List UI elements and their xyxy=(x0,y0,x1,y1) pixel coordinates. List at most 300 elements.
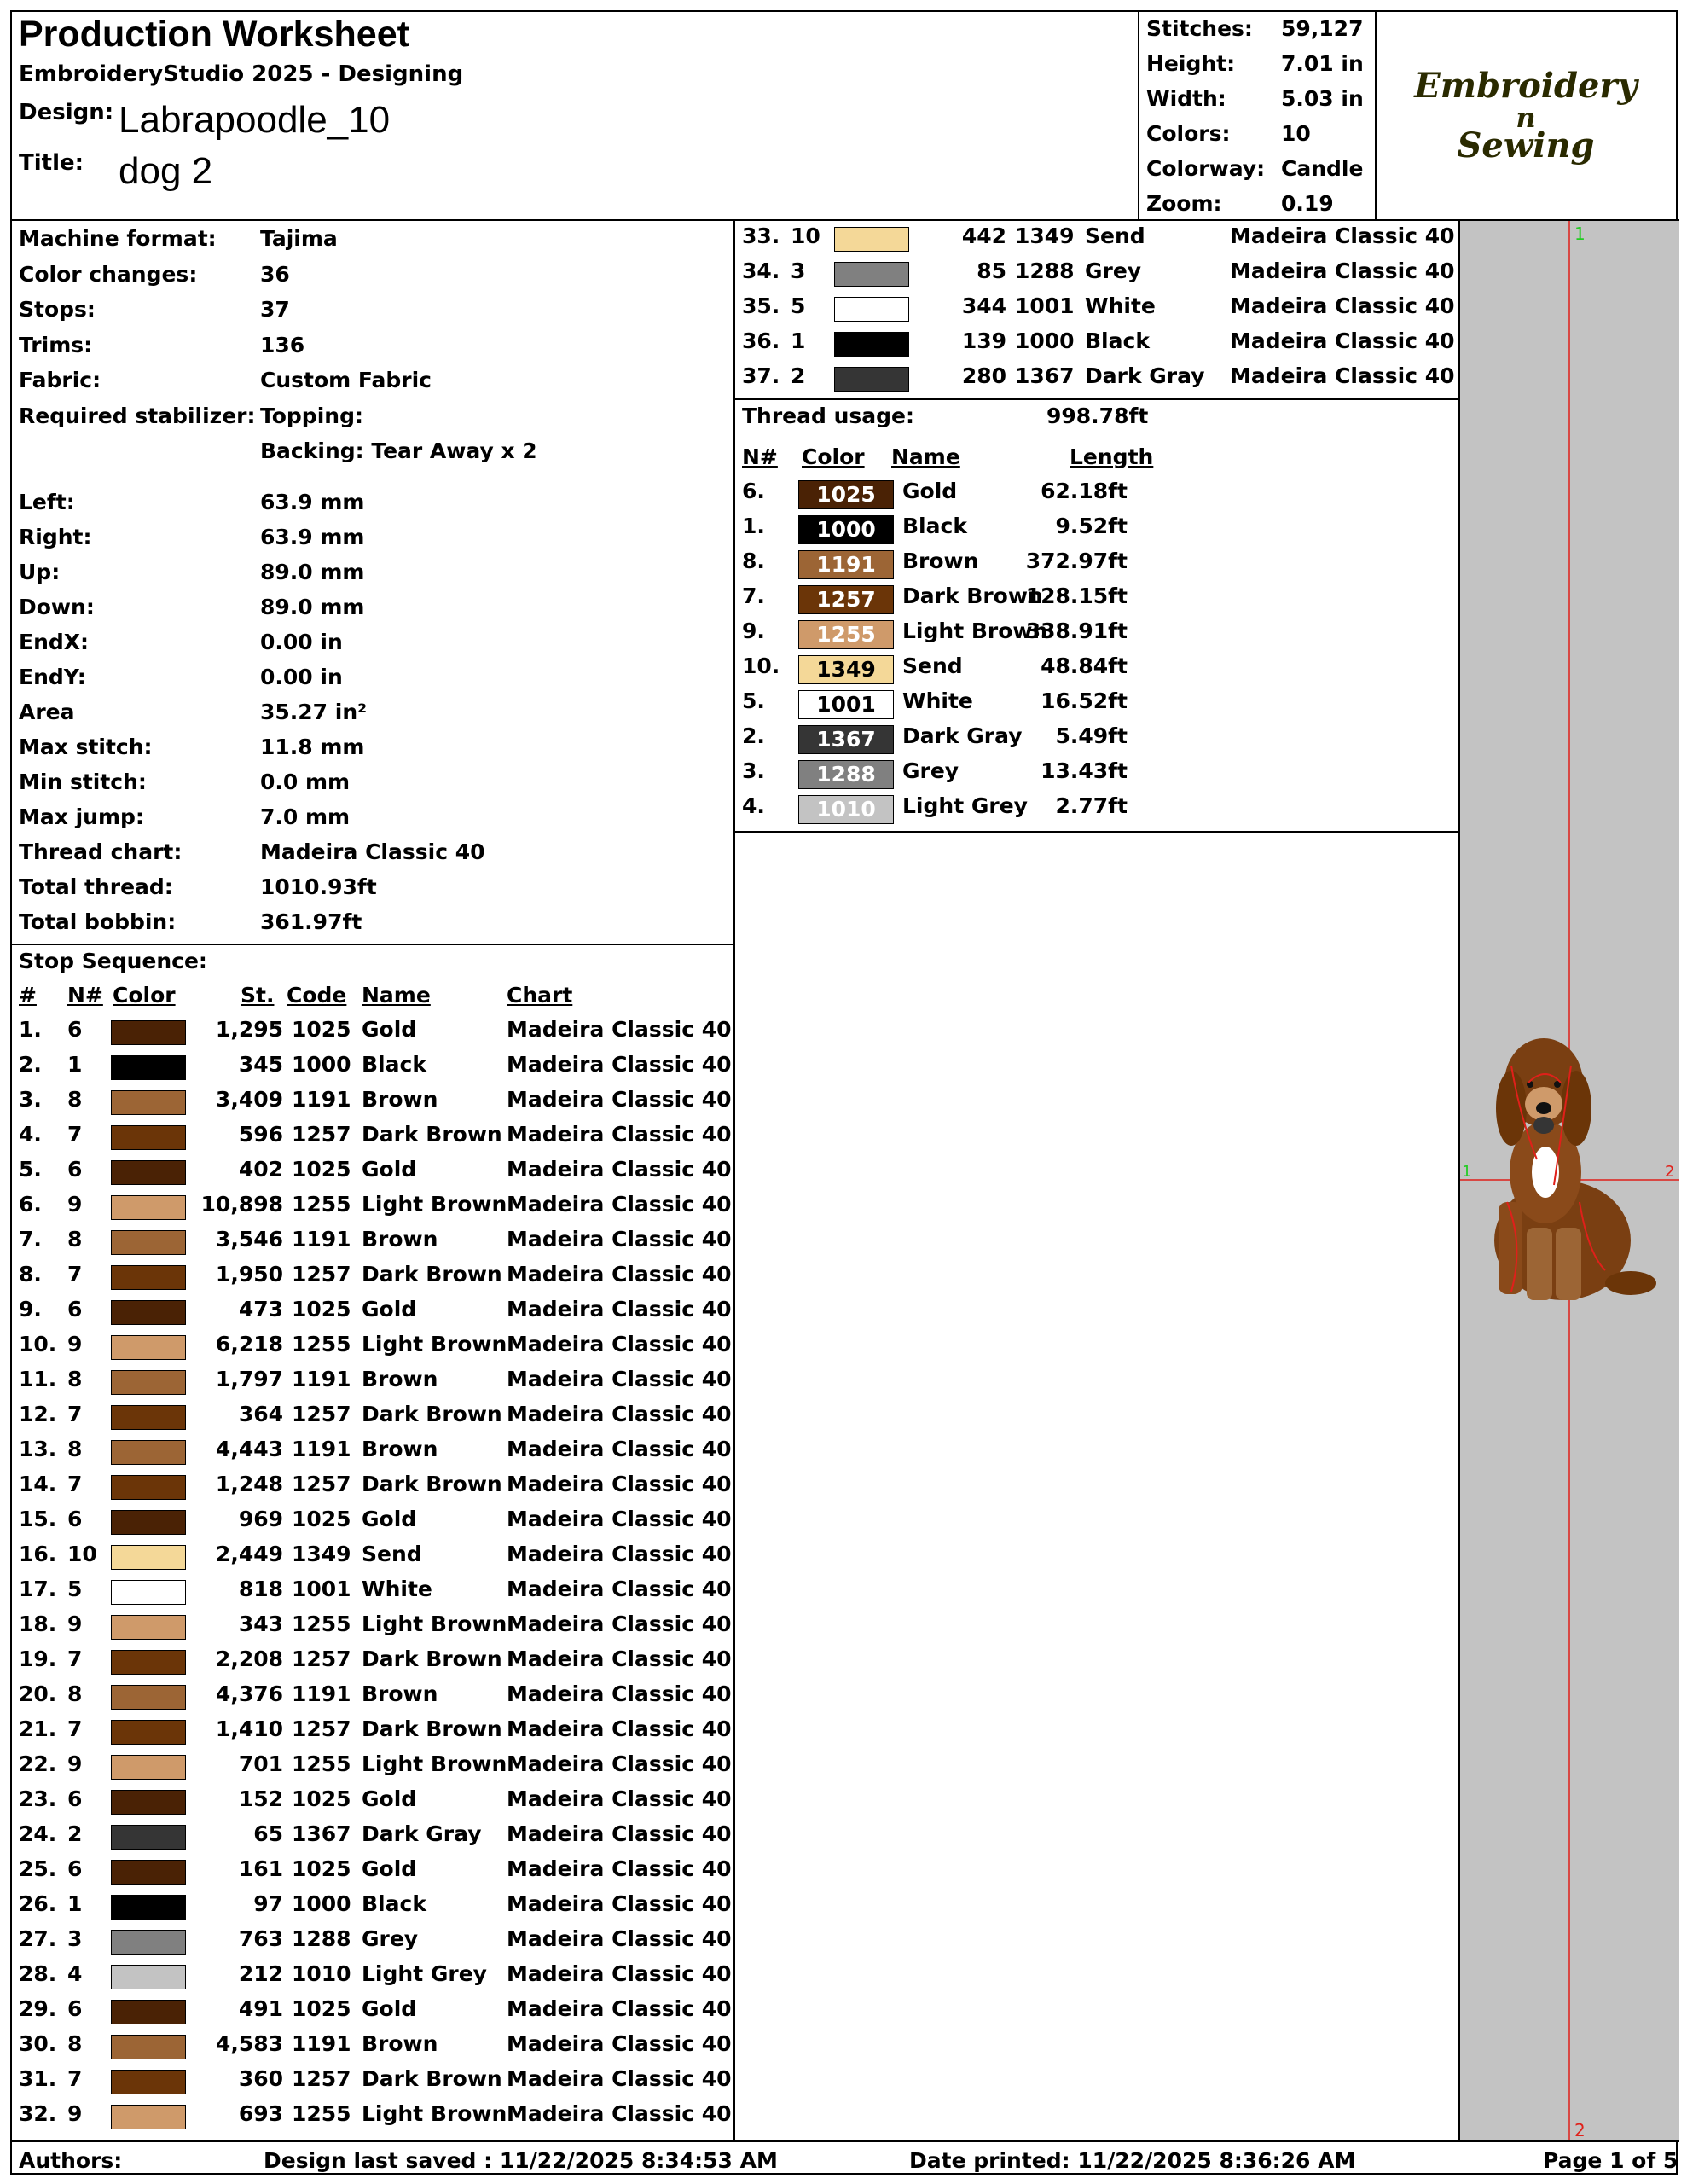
stop-color-swatch xyxy=(111,2035,186,2059)
stop-name: Light Brown xyxy=(362,1612,507,1636)
stop-stitches: 345 xyxy=(238,1052,283,1077)
stop-color-swatch xyxy=(834,332,909,357)
stat-value: 5.03 in xyxy=(1281,86,1364,111)
stop-needle: 6 xyxy=(67,1017,83,1042)
stop-code: 1191 xyxy=(292,1227,351,1252)
property-row xyxy=(19,874,727,909)
stop-needle: 8 xyxy=(67,1682,83,1706)
property-row xyxy=(19,368,727,402)
property-value: 136 xyxy=(260,332,305,357)
stop-row xyxy=(12,1961,733,1996)
stop-index: 18. xyxy=(19,1612,57,1636)
property-label: Machine format: xyxy=(19,226,217,251)
thread-row xyxy=(735,514,1457,549)
stop-name: White xyxy=(362,1577,432,1601)
stop-stitches: 3,409 xyxy=(215,1087,283,1112)
stop-needle: 7 xyxy=(67,1402,83,1426)
stop-sequence-heading-text: Stop Sequence: xyxy=(19,949,207,973)
stop-code: 1257 xyxy=(292,1402,351,1426)
section-divider xyxy=(12,944,733,945)
stop-code: 1025 xyxy=(292,1786,351,1811)
thread-needle: 2. xyxy=(742,723,765,748)
property-label: Down: xyxy=(19,595,95,619)
stop-index: 12. xyxy=(19,1402,57,1426)
stop-row xyxy=(12,1017,733,1052)
stop-chart: Madeira Classic 40 xyxy=(1230,328,1455,353)
thread-name: Grey xyxy=(902,758,959,783)
stop-needle: 8 xyxy=(67,1087,83,1112)
property-label: Area xyxy=(19,700,75,724)
stop-stitches: 1,797 xyxy=(215,1367,283,1391)
stop-needle: 1 xyxy=(67,1052,83,1077)
stop-row xyxy=(12,1507,733,1542)
thread-color-badge: 1001 xyxy=(798,690,894,719)
stop-chart: Madeira Classic 40 xyxy=(507,1996,732,2021)
stop-row xyxy=(12,1472,733,1507)
property-row xyxy=(19,490,727,524)
stop-needle: 6 xyxy=(67,1856,83,1881)
stop-needle: 5 xyxy=(791,293,806,318)
stop-index: 19. xyxy=(19,1647,57,1671)
stat-label: Zoom: xyxy=(1146,191,1222,216)
property-value: Topping: xyxy=(260,403,363,428)
thread-usage-column xyxy=(735,221,1460,2140)
stop-index: 30. xyxy=(19,2031,57,2056)
stop-color-swatch xyxy=(111,1790,186,1815)
stop-code: 1191 xyxy=(292,2031,351,2056)
stop-stitches: 139 xyxy=(961,328,1006,353)
stop-color-swatch xyxy=(111,1545,186,1570)
worksheet-footer xyxy=(12,2140,1679,2176)
thread-name: Light Brown xyxy=(902,619,1048,643)
thread-needle: 9. xyxy=(742,619,765,643)
stop-color-swatch xyxy=(111,1510,186,1535)
stop-code: 1257 xyxy=(292,1262,351,1287)
thread-row xyxy=(735,584,1457,619)
stop-code: 1255 xyxy=(292,1192,351,1217)
stop-code: 1288 xyxy=(292,1926,351,1951)
property-value: 36 xyxy=(260,261,290,287)
stop-index: 9. xyxy=(19,1297,42,1321)
thread-color-badge: 1010 xyxy=(798,795,894,824)
worksheet-header xyxy=(12,12,1679,221)
thread-length: 5.49ft xyxy=(1055,723,1128,748)
property-value: Madeira Classic 40 xyxy=(260,839,485,864)
property-label: EndY: xyxy=(19,665,86,689)
stop-row xyxy=(12,1332,733,1367)
property-row xyxy=(19,770,727,804)
preview-canvas xyxy=(1460,221,1679,2140)
stop-color-swatch xyxy=(111,1230,186,1255)
property-value: Tajima xyxy=(260,226,338,251)
stop-color-swatch xyxy=(111,1580,186,1605)
preview-right-marker: 2 xyxy=(1665,1163,1675,1181)
stop-color-swatch xyxy=(111,1650,186,1675)
stop-code: 1025 xyxy=(292,1507,351,1531)
property-row xyxy=(19,333,727,367)
thread-color-badge: 1349 xyxy=(798,655,894,684)
property-value: 37 xyxy=(260,297,290,322)
thread-length: 13.43ft xyxy=(1041,758,1128,783)
stop-row xyxy=(12,1856,733,1891)
property-row xyxy=(19,297,727,331)
stop-row xyxy=(12,1297,733,1332)
stop-row xyxy=(12,1402,733,1437)
thread-row xyxy=(735,619,1457,653)
stop-code: 1257 xyxy=(292,1647,351,1671)
stop-code: 1191 xyxy=(292,1682,351,1706)
thread-name: Brown xyxy=(902,549,979,573)
stop-code: 1255 xyxy=(292,1612,351,1636)
stop-name: Dark Brown xyxy=(362,1402,502,1426)
stop-name: Dark Gray xyxy=(1085,363,1205,388)
stop-code: 1010 xyxy=(292,1961,351,1986)
stop-chart: Madeira Classic 40 xyxy=(507,1087,732,1112)
stop-color-swatch xyxy=(111,1300,186,1325)
worksheet-title: Production Worksheet xyxy=(19,14,409,55)
stat-label: Colorway: xyxy=(1146,156,1266,181)
stop-color-swatch xyxy=(111,1475,186,1500)
stop-code: 1349 xyxy=(1015,224,1075,248)
stop-chart: Madeira Classic 40 xyxy=(507,1297,732,1321)
property-row xyxy=(19,630,727,664)
stat-label: Colors: xyxy=(1146,121,1231,146)
stop-row xyxy=(12,2066,733,2101)
stop-stitches: 152 xyxy=(238,1786,283,1811)
stop-row xyxy=(12,2101,733,2136)
stop-row xyxy=(12,1751,733,1786)
stop-name: Light Brown xyxy=(362,2101,507,2126)
stop-needle: 6 xyxy=(67,1786,83,1811)
stop-row xyxy=(12,1647,733,1682)
stop-stitches: 360 xyxy=(238,2066,283,2091)
property-value: 0.0 mm xyxy=(260,770,351,794)
stop-color-swatch xyxy=(111,1440,186,1465)
stop-code: 1001 xyxy=(1015,293,1075,318)
stop-color-swatch xyxy=(111,1055,186,1080)
stop-needle: 8 xyxy=(67,2031,83,2056)
stop-color-swatch xyxy=(111,1895,186,1920)
stop-name: Grey xyxy=(362,1926,419,1951)
stop-code: 1255 xyxy=(292,2101,351,2126)
stop-color-swatch xyxy=(834,262,909,287)
stop-chart: Madeira Classic 40 xyxy=(507,1332,732,1356)
stop-chart: Madeira Classic 40 xyxy=(507,1786,732,1811)
thread-row xyxy=(735,793,1457,828)
stop-name: Gold xyxy=(362,1297,417,1321)
stop-name: Brown xyxy=(362,1227,438,1252)
stop-color-swatch xyxy=(834,297,909,322)
stop-row xyxy=(12,1367,733,1402)
stop-code: 1000 xyxy=(292,1891,351,1916)
property-row xyxy=(19,735,727,769)
production-worksheet xyxy=(10,10,1678,2175)
stop-row xyxy=(12,1996,733,2031)
stat-value: Candle xyxy=(1281,156,1364,181)
thread-length: 48.84ft xyxy=(1041,653,1128,678)
property-row xyxy=(19,804,727,839)
stop-needle: 10 xyxy=(67,1542,97,1566)
stop-color-swatch xyxy=(111,1825,186,1850)
stop-col-color: Color xyxy=(113,983,176,1008)
thread-needle: 3. xyxy=(742,758,765,783)
stop-name: Black xyxy=(362,1052,426,1077)
stop-row xyxy=(12,1227,733,1262)
stop-index: 27. xyxy=(19,1926,57,1951)
stop-needle: 4 xyxy=(67,1961,83,1986)
stop-chart: Madeira Classic 40 xyxy=(507,2101,732,2126)
stop-index: 34. xyxy=(742,258,780,283)
thread-col-color: Color xyxy=(802,444,865,469)
stop-chart: Madeira Classic 40 xyxy=(507,1157,732,1182)
stop-row xyxy=(12,1052,733,1087)
stop-row xyxy=(12,1122,733,1157)
stop-stitches: 280 xyxy=(961,363,1006,388)
stop-needle: 8 xyxy=(67,1367,83,1391)
stop-row xyxy=(12,1192,733,1227)
stop-code: 1257 xyxy=(292,1716,351,1741)
logo-mark xyxy=(1377,12,1679,221)
stop-name: Gold xyxy=(362,1507,417,1531)
stop-needle: 6 xyxy=(67,1507,83,1531)
stop-needle: 7 xyxy=(67,1716,83,1741)
stop-index: 13. xyxy=(19,1437,57,1461)
stop-name: Send xyxy=(1085,224,1145,248)
stop-index: 5. xyxy=(19,1157,42,1182)
property-value: 35.27 in² xyxy=(260,700,368,724)
stop-code: 1025 xyxy=(292,1297,351,1321)
stop-color-swatch xyxy=(111,1965,186,1989)
stop-code: 1255 xyxy=(292,1332,351,1356)
logo-line-2: n xyxy=(1516,102,1536,134)
thread-col-name: Name xyxy=(891,444,960,469)
stop-needle: 1 xyxy=(791,328,806,353)
stop-code: 1025 xyxy=(292,1856,351,1881)
stop-chart: Madeira Classic 40 xyxy=(1230,258,1455,283)
logo-line-3: Sewing xyxy=(1457,125,1595,166)
property-row xyxy=(19,909,727,944)
stop-chart: Madeira Classic 40 xyxy=(507,1891,732,1916)
stop-stitches: 344 xyxy=(961,293,1006,318)
stop-index: 8. xyxy=(19,1262,42,1287)
stop-row xyxy=(12,1542,733,1577)
stat-label: Height: xyxy=(1146,51,1236,76)
stop-needle: 9 xyxy=(67,2101,83,2126)
property-value: 63.9 mm xyxy=(260,490,365,514)
stop-name: Gold xyxy=(362,1856,417,1881)
stop-needle: 3 xyxy=(791,258,806,283)
thread-length: 62.18ft xyxy=(1041,479,1128,503)
stop-chart: Madeira Classic 40 xyxy=(507,1577,732,1601)
stop-chart: Madeira Classic 40 xyxy=(507,1926,732,1951)
stop-stitches: 3,546 xyxy=(215,1227,283,1252)
stop-col-num: # xyxy=(19,983,37,1008)
stop-chart: Madeira Classic 40 xyxy=(507,1227,732,1252)
stop-code: 1025 xyxy=(292,1157,351,1182)
stop-index: 6. xyxy=(19,1192,42,1217)
property-value: 63.9 mm xyxy=(260,525,365,549)
property-label: Stops: xyxy=(19,297,96,322)
stop-code: 1191 xyxy=(292,1087,351,1112)
stop-row xyxy=(12,1716,733,1751)
stop-chart: Madeira Classic 40 xyxy=(507,1961,732,1986)
thread-name: White xyxy=(902,688,973,713)
stop-chart: Madeira Classic 40 xyxy=(507,2066,732,2091)
stop-name: Light Grey xyxy=(362,1961,487,1986)
stop-index: 11. xyxy=(19,1367,57,1391)
page-number: Page 1 of 5 xyxy=(1543,2148,1678,2173)
stop-needle: 5 xyxy=(67,1577,83,1601)
stop-chart: Madeira Classic 40 xyxy=(507,2031,732,2056)
stat-value: 10 xyxy=(1281,121,1311,146)
stop-needle: 9 xyxy=(67,1612,83,1636)
property-label: Max stitch: xyxy=(19,735,153,759)
stop-index: 14. xyxy=(19,1472,57,1496)
stop-stitches: 212 xyxy=(238,1961,283,1986)
thread-needle: 5. xyxy=(742,688,765,713)
stop-chart: Madeira Classic 40 xyxy=(507,1716,732,1741)
stop-stitches: 596 xyxy=(238,1122,283,1147)
stop-name: Gold xyxy=(362,1786,417,1811)
thread-length: 2.77ft xyxy=(1055,793,1128,818)
stat-row xyxy=(1146,156,1368,191)
stop-code: 1191 xyxy=(292,1437,351,1461)
stop-chart: Madeira Classic 40 xyxy=(507,1542,732,1566)
property-row xyxy=(19,839,727,874)
stop-index: 37. xyxy=(742,363,780,388)
thread-color-badge: 1000 xyxy=(798,515,894,544)
stop-name: Brown xyxy=(362,1437,438,1461)
stop-chart: Madeira Classic 40 xyxy=(507,1437,732,1461)
title-value: dog 2 xyxy=(119,150,213,192)
thread-needle: 10. xyxy=(742,653,780,678)
stop-stitches: 10,898 xyxy=(200,1192,283,1217)
property-value: 89.0 mm xyxy=(260,595,365,619)
stop-chart: Madeira Classic 40 xyxy=(1230,224,1455,248)
stop-stitches: 85 xyxy=(977,258,1006,283)
thread-length: 9.52ft xyxy=(1055,514,1128,538)
stop-name: Light Brown xyxy=(362,1332,507,1356)
stat-row xyxy=(1146,51,1368,86)
stop-row xyxy=(735,224,1457,258)
stop-needle: 6 xyxy=(67,1157,83,1182)
thread-name: Gold xyxy=(902,479,958,503)
stop-color-swatch xyxy=(111,2105,186,2129)
thread-length: 128.15ft xyxy=(1025,584,1128,608)
stop-name: Dark Brown xyxy=(362,1472,502,1496)
stop-needle: 7 xyxy=(67,1122,83,1147)
thread-color-badge: 1255 xyxy=(798,620,894,649)
stop-name: Send xyxy=(362,1542,422,1566)
stop-code: 1025 xyxy=(292,1996,351,2021)
thread-length: 338.91ft xyxy=(1025,619,1128,643)
stop-needle: 8 xyxy=(67,1437,83,1461)
stop-needle: 1 xyxy=(67,1891,83,1916)
thread-row xyxy=(735,549,1457,584)
stop-stitches: 442 xyxy=(961,224,1006,248)
design-preview xyxy=(1460,221,1679,2140)
thread-row xyxy=(735,479,1457,514)
design-last-saved: Design last saved : 11/22/2025 8:34:53 AM xyxy=(264,2148,778,2173)
stop-stitches: 402 xyxy=(238,1157,283,1182)
stop-chart: Madeira Classic 40 xyxy=(507,1821,732,1846)
thread-name: Send xyxy=(902,653,963,678)
stop-color-swatch xyxy=(111,1685,186,1710)
section-divider xyxy=(735,831,1458,833)
stop-code: 1255 xyxy=(292,1751,351,1776)
thread-needle: 8. xyxy=(742,549,765,573)
stop-row xyxy=(12,1087,733,1122)
thread-row xyxy=(735,723,1457,758)
stop-color-swatch xyxy=(111,1335,186,1360)
stop-chart: Madeira Classic 40 xyxy=(507,1052,732,1077)
thread-row xyxy=(735,688,1457,723)
stop-color-swatch xyxy=(111,1195,186,1220)
property-label: Trims: xyxy=(19,332,93,357)
stop-needle: 6 xyxy=(67,1996,83,2021)
stop-index: 4. xyxy=(19,1122,42,1147)
property-row xyxy=(19,665,727,699)
stop-color-swatch xyxy=(111,2070,186,2094)
thread-name: Black xyxy=(902,514,967,538)
stop-name: Brown xyxy=(362,1087,438,1112)
stop-index: 22. xyxy=(19,1751,57,1776)
stop-row xyxy=(12,1577,733,1612)
stop-needle: 7 xyxy=(67,2066,83,2091)
stop-code: 1257 xyxy=(292,1472,351,1496)
stop-chart: Madeira Classic 40 xyxy=(507,1507,732,1531)
date-printed: Date printed: 11/22/2025 8:36:26 AM xyxy=(909,2148,1356,2173)
thread-needle: 1. xyxy=(742,514,765,538)
stop-row xyxy=(735,363,1457,398)
stop-stitches: 2,208 xyxy=(215,1647,283,1671)
stop-name: Gold xyxy=(362,1996,417,2021)
preview-left-marker: 1 xyxy=(1462,1163,1472,1181)
property-label: Up: xyxy=(19,560,61,584)
stat-row xyxy=(1146,16,1368,51)
property-value: 11.8 mm xyxy=(260,735,365,759)
stop-code: 1000 xyxy=(292,1052,351,1077)
property-label: Total bobbin: xyxy=(19,909,177,934)
stop-needle: 7 xyxy=(67,1472,83,1496)
stop-index: 7. xyxy=(19,1227,42,1252)
stop-name: Dark Brown xyxy=(362,1716,502,1741)
stop-stitches: 818 xyxy=(238,1577,283,1601)
property-row xyxy=(19,560,727,594)
preview-bottom-marker: 2 xyxy=(1574,2120,1586,2140)
stop-needle: 9 xyxy=(67,1192,83,1217)
property-label: Fabric: xyxy=(19,368,101,392)
stop-index: 33. xyxy=(742,224,780,248)
stop-index: 20. xyxy=(19,1682,57,1706)
stop-name: Light Brown xyxy=(362,1192,507,1217)
stat-row xyxy=(1146,121,1368,156)
thread-color-badge: 1025 xyxy=(798,480,894,509)
property-row xyxy=(19,595,727,629)
stop-code: 1257 xyxy=(292,1122,351,1147)
stop-code: 1000 xyxy=(1015,328,1075,353)
stop-name: Light Brown xyxy=(362,1751,507,1776)
thread-name: Dark Brown xyxy=(902,584,1043,608)
stat-value: 7.01 in xyxy=(1281,51,1364,76)
authors-label: Authors: xyxy=(19,2148,123,2173)
stop-row xyxy=(12,2031,733,2066)
stop-stitches: 1,295 xyxy=(215,1017,283,1042)
stop-name: Grey xyxy=(1085,258,1142,283)
stop-index: 26. xyxy=(19,1891,57,1916)
thread-col-n: N# xyxy=(742,444,778,469)
stop-stitches: 97 xyxy=(253,1891,283,1916)
